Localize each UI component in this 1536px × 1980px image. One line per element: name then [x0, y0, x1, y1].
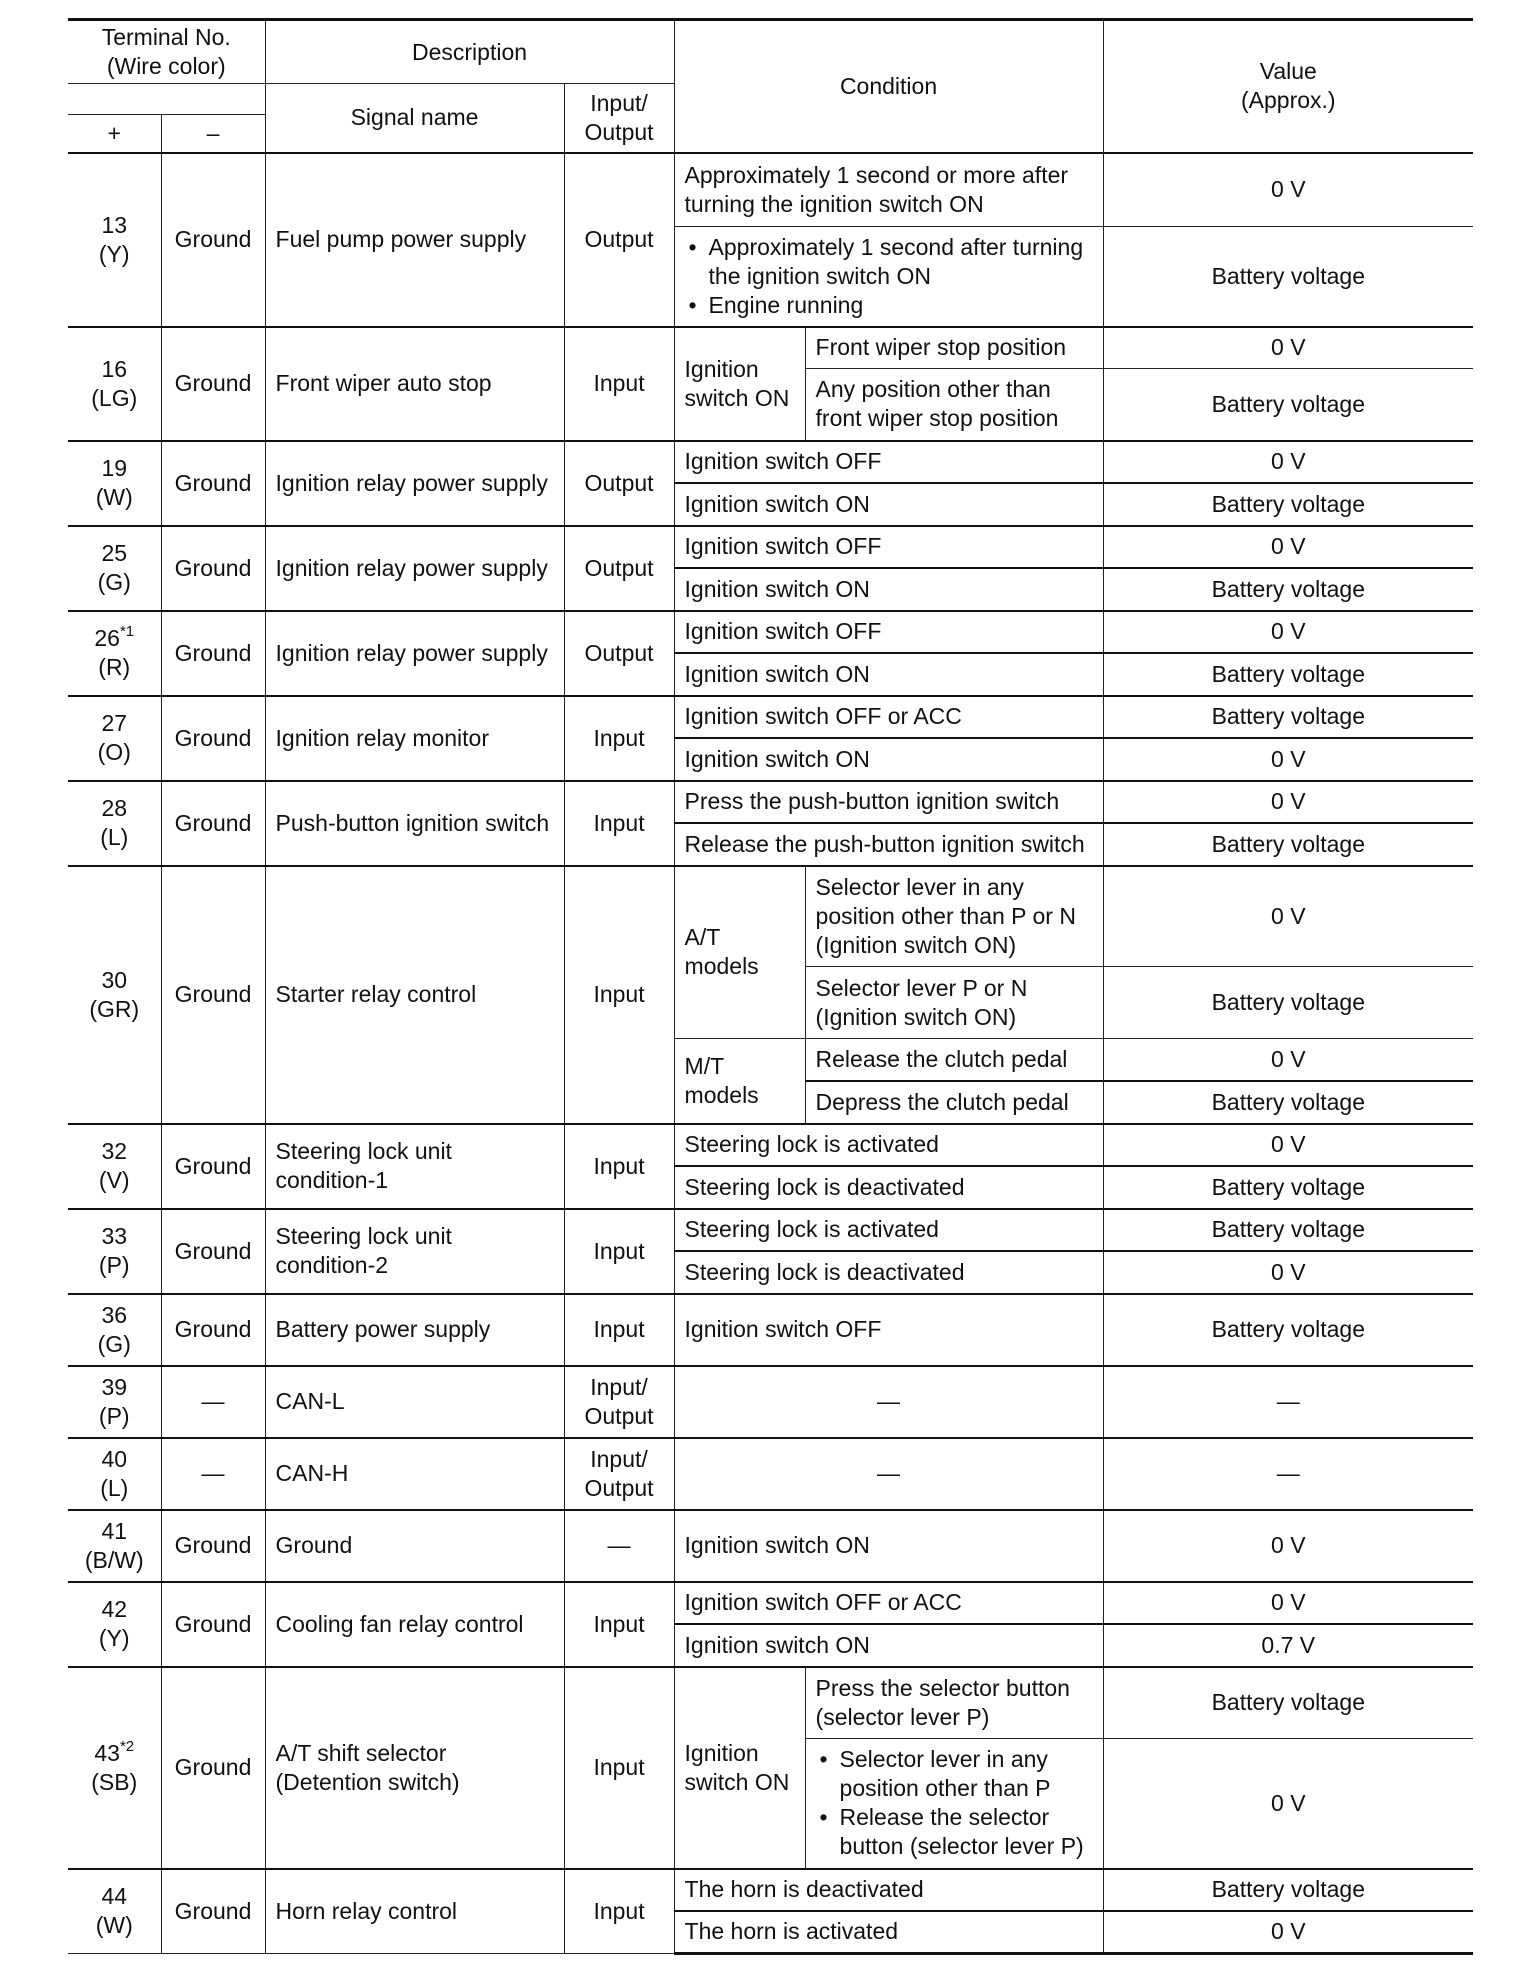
condition-cell: Ignition switch ON — [674, 653, 1103, 696]
io-cell: Input — [564, 781, 674, 866]
terminal-cell — [68, 1438, 161, 1510]
value-label: Value — [1259, 58, 1317, 85]
terminal-number: 30 — [101, 966, 128, 993]
value-cell: 0 V — [1103, 1911, 1473, 1954]
terminal-cell — [68, 526, 161, 611]
condition-cell: Selector lever P or N (Ignition switch ON) — [805, 967, 1103, 1039]
condition-cell: Ignition switch ON — [674, 1510, 1103, 1582]
minus-cell: Ground — [161, 327, 265, 441]
value-cell: 0 V — [1103, 738, 1473, 781]
minus-cell: Ground — [161, 1124, 265, 1209]
terminal-no-header — [68, 20, 265, 84]
approx-label: (Approx.) — [1240, 87, 1336, 114]
condition-group-cell: M/T models — [674, 1039, 805, 1124]
terminal-number: 13 — [101, 211, 128, 238]
value-cell: 0 V — [1103, 441, 1473, 483]
wire-color: (G) — [97, 569, 131, 595]
value-cell: 0 V — [1103, 1510, 1473, 1582]
io-cell — [564, 1366, 674, 1438]
minus-cell: — — [161, 1366, 265, 1438]
signal-name-header: Signal name — [265, 84, 564, 153]
value-header — [1103, 20, 1473, 153]
signal-name: CAN-L — [265, 1366, 564, 1438]
signal-name: Battery power supply — [265, 1294, 564, 1366]
condition-cell: The horn is deactivated — [674, 1869, 1103, 1911]
minus-cell: Ground — [161, 153, 265, 327]
signal-name: Starter relay control — [265, 866, 564, 1124]
value-cell: Battery voltage — [1103, 1869, 1473, 1911]
io-label-2: Output — [584, 118, 654, 145]
terminal-number: 42 — [101, 1596, 128, 1622]
io-header — [564, 84, 674, 153]
wire-color: (L) — [100, 1474, 129, 1501]
terminal-cell — [68, 781, 161, 866]
condition-cell: Ignition switch ON — [674, 568, 1103, 611]
minus-cell: — — [161, 1438, 265, 1510]
io-cell: Input — [564, 1869, 674, 1954]
signal-name: Horn relay control — [265, 1869, 564, 1954]
minus-cell: Ground — [161, 611, 265, 696]
value-cell: 0 V — [1103, 1582, 1473, 1624]
signal-name: Ignition relay power supply — [265, 611, 564, 696]
table-row — [68, 1294, 1473, 1366]
wire-color: (SB) — [91, 1768, 138, 1795]
terminal-cell — [68, 153, 161, 327]
wire-color: (W) — [95, 1912, 133, 1939]
condition-cell — [805, 1739, 1103, 1869]
value-cell: 0 V — [1103, 327, 1473, 369]
condition-cell — [674, 227, 1103, 327]
wire-color: (Y) — [98, 1625, 130, 1651]
value-cell: 0 V — [1103, 153, 1473, 227]
terminal-number: 25 — [101, 540, 128, 566]
signal-name: Fuel pump power supply — [265, 153, 564, 327]
value-cell: Battery voltage — [1103, 696, 1473, 738]
minus-cell: Ground — [161, 1667, 265, 1869]
value-cell: Battery voltage — [1103, 369, 1473, 441]
wire-color: (G) — [97, 1330, 131, 1357]
condition-cell: Steering lock is deactivated — [674, 1251, 1103, 1294]
table-row — [68, 526, 1473, 568]
terminal-number: 36 — [101, 1301, 128, 1328]
table-row — [68, 1667, 1473, 1739]
io-label-1: Input/ — [590, 89, 648, 116]
table-row — [68, 611, 1473, 653]
signal-name: Ignition relay monitor — [265, 696, 564, 781]
condition-cell: Ignition switch OFF — [674, 441, 1103, 483]
wire-color: (LG) — [91, 384, 138, 411]
condition-cell: Ignition switch OFF — [674, 1294, 1103, 1366]
io-cell — [564, 1438, 674, 1510]
signal-name: Ignition relay power supply — [265, 441, 564, 526]
terminal-number: 28 — [101, 795, 128, 821]
condition-group-cell: A/T models — [674, 866, 805, 1039]
terminal-cell — [68, 441, 161, 526]
minus-cell: Ground — [161, 1294, 265, 1366]
condition-bullet: • Approximately 1 second after turning the ignition switch ON — [685, 233, 1093, 291]
minus-header: – — [161, 115, 265, 153]
terminal-cell — [68, 1124, 161, 1209]
table-row — [68, 153, 1473, 227]
terminal-number: 40 — [101, 1445, 128, 1472]
condition-cell: Ignition switch OFF — [674, 526, 1103, 568]
terminal-number: 39 — [101, 1373, 128, 1400]
terminal-number: 32 — [101, 1138, 128, 1164]
value-cell: Battery voltage — [1103, 227, 1473, 327]
condition-cell: Ignition switch OFF or ACC — [674, 1582, 1103, 1624]
terminal-cell — [68, 1869, 161, 1954]
table-row — [68, 327, 1473, 369]
terminal-table — [68, 18, 1473, 1955]
terminal-number: 43 — [94, 1739, 120, 1766]
table-row — [68, 696, 1473, 738]
condition-cell: Press the selector button (selector lever P) — [805, 1667, 1103, 1739]
condition-group-cell: Ignition switch ON — [674, 327, 805, 441]
wire-color: (O) — [97, 739, 131, 765]
wire-color: (W) — [95, 484, 133, 510]
condition-bullet: • Selector lever in any position other than P — [816, 1745, 1093, 1803]
condition-bullet: • Release the selector button (selector lever P) — [816, 1803, 1093, 1861]
value-cell: 0 V — [1103, 526, 1473, 568]
condition-cell: Approximately 1 second or more after turning the ignition switch ON — [674, 153, 1103, 227]
condition-cell: Ignition switch ON — [674, 1624, 1103, 1667]
io-cell: Input — [564, 1582, 674, 1667]
signal-name: Front wiper auto stop — [265, 327, 564, 441]
terminal-cell — [68, 1667, 161, 1869]
table-row — [68, 1869, 1473, 1911]
io-label-2: Output — [584, 1402, 654, 1429]
io-cell: Input — [564, 1294, 674, 1366]
condition-cell: Steering lock is activated — [674, 1124, 1103, 1166]
signal-name: Steering lock unit condition-2 — [265, 1209, 564, 1294]
terminal-cell — [68, 1510, 161, 1582]
terminal-number: 44 — [101, 1883, 128, 1910]
io-label-1: Input/ — [590, 1445, 648, 1472]
condition-cell: Any position other than front wiper stop position — [805, 369, 1103, 441]
io-label-1: Input/ — [590, 1373, 648, 1400]
signal-name: Ignition relay power supply — [265, 526, 564, 611]
value-cell: Battery voltage — [1103, 823, 1473, 866]
condition-cell: Selector lever in any position other than P or N (Ignition switch ON) — [805, 866, 1103, 967]
signal-name: CAN-H — [265, 1438, 564, 1510]
io-cell: Input — [564, 1124, 674, 1209]
terminal-number: 26 — [94, 625, 120, 651]
terminal-no-label: Terminal No. — [101, 24, 231, 50]
condition-cell: — — [674, 1366, 1103, 1438]
condition-cell: Ignition switch ON — [674, 483, 1103, 526]
condition-cell: Release the push-button ignition switch — [674, 823, 1103, 866]
value-cell: Battery voltage — [1103, 483, 1473, 526]
signal-name: Ground — [265, 1510, 564, 1582]
io-cell: Input — [564, 696, 674, 781]
table-row — [68, 1582, 1473, 1624]
wire-color: (GR) — [89, 995, 140, 1022]
condition-cell: Ignition switch OFF or ACC — [674, 696, 1103, 738]
terminal-cell — [68, 611, 161, 696]
value-cell: Battery voltage — [1103, 1294, 1473, 1366]
terminal-cell — [68, 696, 161, 781]
table-row — [68, 866, 1473, 967]
minus-cell: Ground — [161, 866, 265, 1124]
terminal-cell — [68, 1294, 161, 1366]
condition-cell: The horn is activated — [674, 1911, 1103, 1954]
condition-cell: Ignition switch ON — [674, 738, 1103, 781]
value-cell: Battery voltage — [1103, 1166, 1473, 1209]
terminal-number: 41 — [101, 1517, 128, 1544]
wire-color: (P) — [98, 1252, 130, 1278]
wire-color: (L) — [100, 824, 129, 850]
condition-cell: Release the clutch pedal — [805, 1039, 1103, 1081]
terminal-cell — [68, 327, 161, 441]
value-cell: 0 V — [1103, 611, 1473, 653]
wire-color-label: (Wire color) — [106, 53, 226, 79]
condition-cell: Steering lock is activated — [674, 1209, 1103, 1251]
condition-cell: — — [674, 1438, 1103, 1510]
value-cell: 0 V — [1103, 1251, 1473, 1294]
value-cell: Battery voltage — [1103, 653, 1473, 696]
minus-cell: Ground — [161, 1510, 265, 1582]
condition-cell: Steering lock is deactivated — [674, 1166, 1103, 1209]
condition-cell: Ignition switch OFF — [674, 611, 1103, 653]
terminal-cell — [68, 1582, 161, 1667]
signal-name: Push-button ignition switch — [265, 781, 564, 866]
signal-name: A/T shift selector (Detention switch) — [265, 1667, 564, 1869]
minus-cell: Ground — [161, 1209, 265, 1294]
value-cell: 0 V — [1103, 1739, 1473, 1869]
value-cell: 0 V — [1103, 1039, 1473, 1081]
condition-cell: Press the push-button ignition switch — [674, 781, 1103, 823]
table-row — [68, 1438, 1473, 1510]
value-cell: Battery voltage — [1103, 1667, 1473, 1739]
terminal-number: 33 — [101, 1223, 128, 1249]
minus-cell: Ground — [161, 1869, 265, 1954]
io-cell: Input — [564, 1209, 674, 1294]
terminal-table-page — [68, 18, 1473, 1955]
signal-name: Cooling fan relay control — [265, 1582, 564, 1667]
footnote-mark: *2 — [119, 1737, 135, 1755]
condition-header: Condition — [674, 20, 1103, 153]
signal-name: Steering lock unit condition-1 — [265, 1124, 564, 1209]
condition-cell: Front wiper stop position — [805, 327, 1103, 369]
value-cell: Battery voltage — [1103, 1209, 1473, 1251]
wire-color: (R) — [98, 654, 131, 680]
wire-color: (Y) — [98, 240, 130, 267]
io-cell: Output — [564, 153, 674, 327]
wire-color: (B/W) — [84, 1546, 144, 1573]
terminal-number: 27 — [101, 710, 128, 736]
value-cell: 0 V — [1103, 1124, 1473, 1166]
io-cell: Input — [564, 866, 674, 1124]
condition-bullet: • Engine running — [685, 291, 1093, 320]
terminal-no-header-tail — [68, 84, 265, 115]
value-cell: 0 V — [1103, 781, 1473, 823]
minus-cell: Ground — [161, 441, 265, 526]
terminal-number: 16 — [101, 355, 128, 382]
condition-group-cell: Ignition switch ON — [674, 1667, 805, 1869]
terminal-cell — [68, 1209, 161, 1294]
table-row — [68, 1124, 1473, 1166]
io-cell: Output — [564, 611, 674, 696]
value-cell: — — [1103, 1366, 1473, 1438]
table-row — [68, 1209, 1473, 1251]
io-label-2: Output — [584, 1474, 654, 1501]
value-cell: Battery voltage — [1103, 1081, 1473, 1124]
table-row — [68, 441, 1473, 483]
io-cell: — — [564, 1510, 674, 1582]
minus-cell: Ground — [161, 1582, 265, 1667]
table-row — [68, 1510, 1473, 1582]
io-cell: Output — [564, 526, 674, 611]
io-cell: Input — [564, 327, 674, 441]
condition-cell: Depress the clutch pedal — [805, 1081, 1103, 1124]
value-cell: 0.7 V — [1103, 1624, 1473, 1667]
minus-cell: Ground — [161, 696, 265, 781]
plus-header: + — [68, 115, 161, 153]
value-cell: Battery voltage — [1103, 568, 1473, 611]
wire-color: (P) — [98, 1402, 130, 1429]
value-cell: — — [1103, 1438, 1473, 1510]
io-cell: Output — [564, 441, 674, 526]
value-cell: 0 V — [1103, 866, 1473, 967]
io-cell: Input — [564, 1667, 674, 1869]
footnote-mark: *1 — [119, 623, 135, 640]
table-row — [68, 781, 1473, 823]
value-cell: Battery voltage — [1103, 967, 1473, 1039]
description-header: Description — [265, 20, 674, 84]
table-row — [68, 1366, 1473, 1438]
terminal-cell — [68, 866, 161, 1124]
terminal-number: 19 — [101, 455, 128, 481]
wire-color: (V) — [98, 1167, 130, 1193]
minus-cell: Ground — [161, 781, 265, 866]
minus-cell: Ground — [161, 526, 265, 611]
terminal-cell — [68, 1366, 161, 1438]
